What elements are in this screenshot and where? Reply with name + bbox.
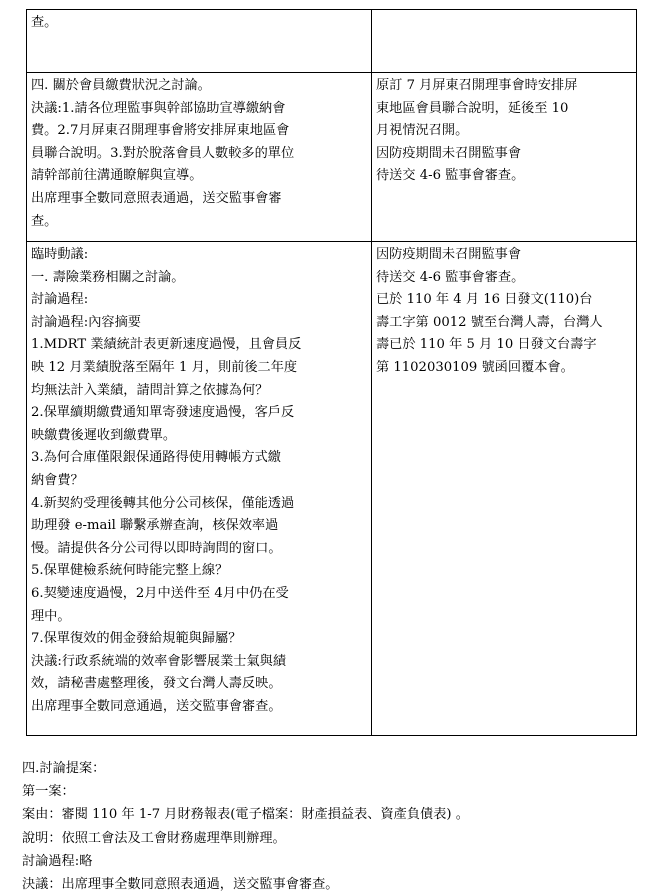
row3-left-line: 6.契變速度過慢，2月中送件至 4月中仍在受 [31,585,289,601]
row3-right-line: 壽工字第 0012 號至台灣人壽，台灣人 [376,314,603,330]
row3-left-line: 慢。請提供各分公司得以即時詢問的窗口。 [31,540,282,556]
row2-left-cell [27,73,372,242]
row3-left-line: 3.為何合庫僅限銀保通路得使用轉帳方式繳 [31,450,281,466]
section-heading: 四.討論提案： [22,761,106,776]
minutes-table [26,9,637,736]
proposal-number: 第一案： [22,784,75,800]
discussion-proposal-section [22,757,632,896]
row3-left-line: 理中。 [31,608,71,624]
row3-left-line: 決議:行政系統端的效率會影響展業士氣與績 [31,653,287,669]
row3-right-line: 第 1102030109 號函回覆本會。 [376,359,574,375]
row2-right-cell [372,73,637,242]
row2-left-line: 費。2.7月屏東召開理事會將安排屏東地區會 [31,123,290,139]
row3-left-line: 2.保單續期繳費通知單寄發速度過慢，客戶反 [31,405,295,421]
row2-left-line: 員聯合說明。3.對於脫落會員人數較多的單位 [31,145,295,161]
row3-left-line: 5.保單健檢系統何時能完整上線？ [31,563,229,579]
row3-left-cell [27,242,372,736]
row2-left-line: 決議:1.請各位理監事與幹部協助宣導繳納會 [31,100,286,116]
table-row [27,242,637,736]
row3-right-line: 已於 110 年 4 月 16 日發文(110)台 [376,292,593,308]
row3-left-line: 效，請秘書處整理後，發文台灣人壽反映。 [31,676,282,692]
row1-left-line: 查。 [31,15,58,30]
row3-left-line: 均無法計入業績，請問計算之依據為何？ [31,382,269,398]
row3-left-line: 助理發 e-mail 聯繫承辦查詢，核保效率過 [31,518,279,534]
row2-right-line: 待送交 4-6 監事會審查。 [376,168,525,184]
row2-right-line: 月視情況召開。 [376,123,469,139]
row2-right-line: 東地區會員聯合說明，延後至 10 [376,100,569,116]
row3-left-line: 1.MDRT 業績統計表更新速度過慢，且會員反 [31,337,302,353]
row3-right-line: 因防疫期間未召開監事會 [376,247,522,262]
row2-right-line: 因防疫期間未召開監事會 [376,145,522,161]
row3-right-cell [372,242,637,736]
proposal-resolution: 決議：出席理事全數同意照表通過，送交監事會審查。 [22,877,339,893]
row1-right-cell [372,10,637,73]
table-row [27,73,637,242]
row3-left-line: 映繳費後遲收到繳費單。 [31,427,177,443]
row3-right-line: 壽已於 110 年 5 月 10 日發文台壽字 [376,337,597,353]
row3-left-line: 4.新契約受理後轉其他分公司核保，僅能透過 [31,495,295,511]
row3-left-line: 討論過程:內容摘要 [31,314,141,330]
row2-left-line: 請幹部前往溝通瞭解與宣導。 [31,168,203,184]
proposal-explanation: 說明：依照工會法及工會財務處理準則辦理。 [22,830,286,846]
row3-left-line: 納會費？ [31,472,84,488]
table-row [27,10,637,73]
proposal-discussion: 討論過程:略 [22,853,93,869]
row3-left-line: 臨時動議: [31,247,89,262]
row2-right-line: 原訂 7 月屏東召開理事會時安排屏 [376,78,578,93]
row3-left-line: 討論過程: [31,292,89,308]
row3-left-line: 出席理事全數同意通過，送交監事會審查。 [31,698,282,714]
row3-left-line: 7.保單復效的佣金發給規範與歸屬？ [31,631,242,647]
row3-right-line: 待送交 4-6 監事會審查。 [376,269,525,285]
row2-left-line: 四. 關於會員繳費狀況之討論。 [31,78,211,93]
row2-left-line: 查。 [31,213,58,229]
row1-left-cell [27,10,372,73]
row3-left-line: 一. 壽險業務相關之討論。 [31,269,185,285]
row3-left-line: 映 12 月業績脫落至隔年 1 月，則前後二年度 [31,359,298,375]
proposal-subject: 案由：審閱 110 年 1-7 月財務報表(電子檔案：財產損益表、資產負債表) 。 [22,807,469,823]
row2-left-line: 出席理事全數同意照表通過，送交監事會審 [31,190,282,206]
